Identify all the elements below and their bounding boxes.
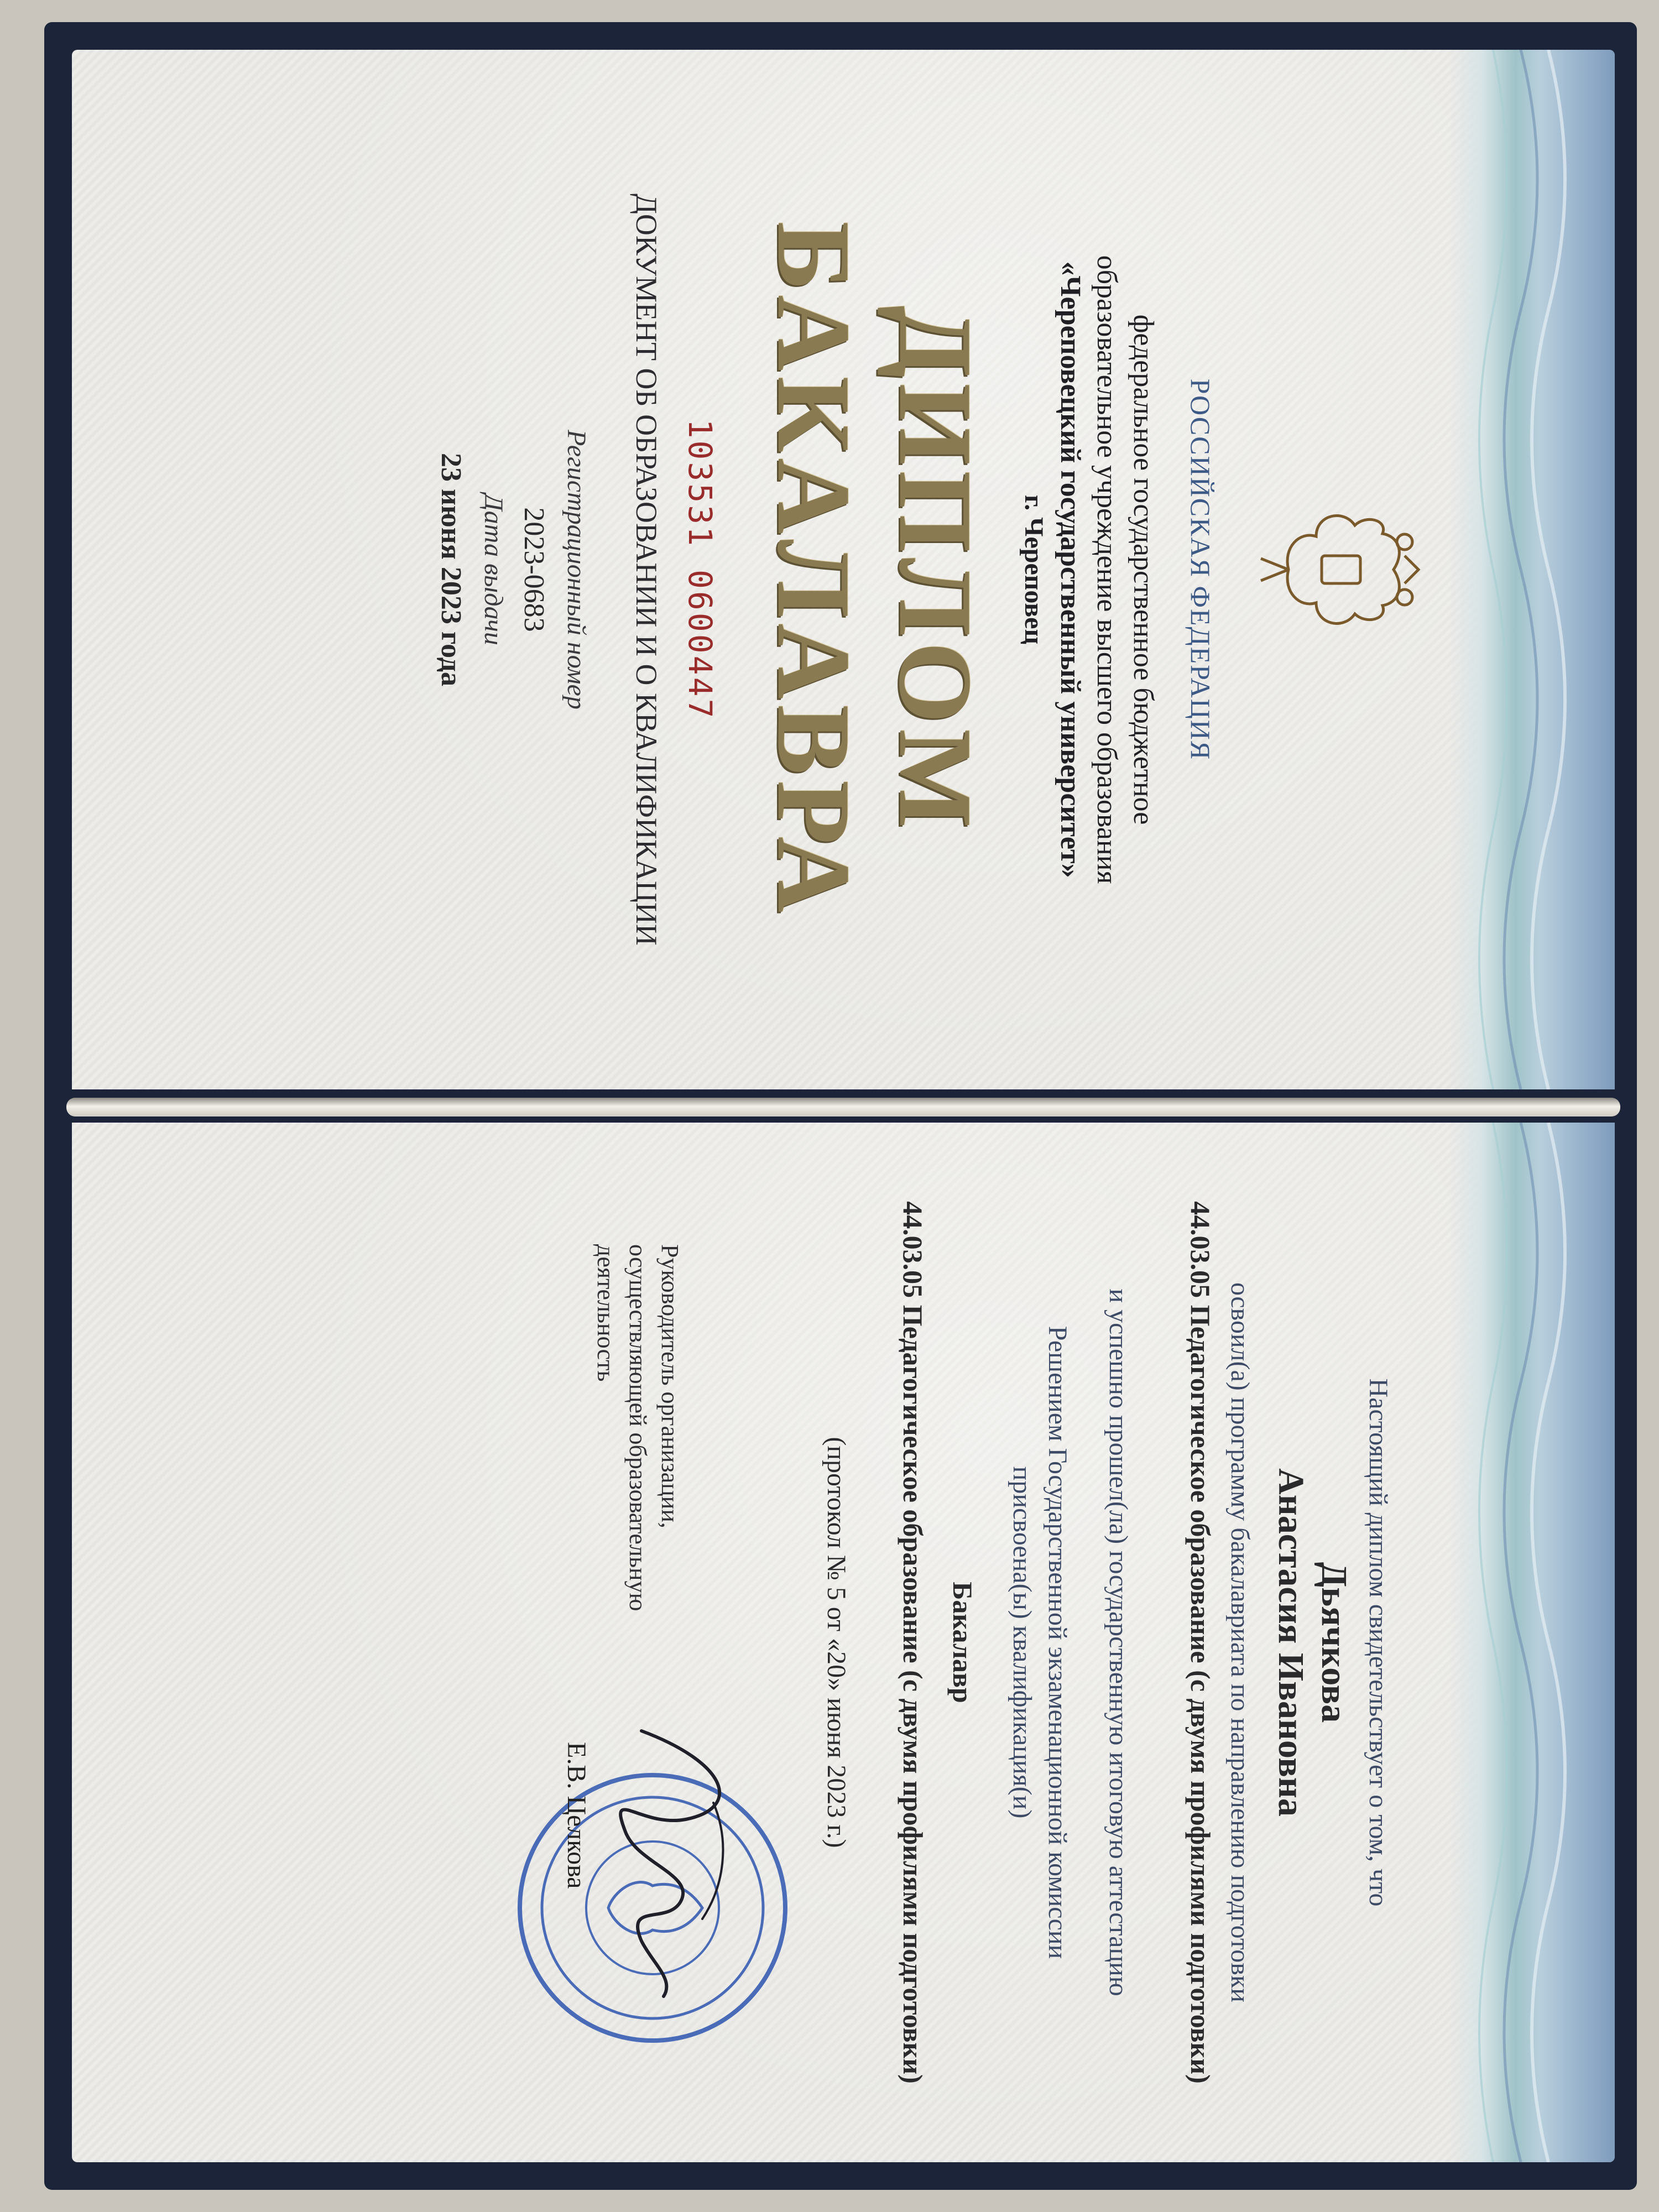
program-name: 44.03.05 Педагогическое образование (с двумя профилями подготовки) [1185, 1201, 1216, 2084]
qualification: Бакалавр [947, 1582, 978, 1703]
head-title-line-2: осуществляющей образовательную [624, 1244, 651, 1611]
signer-name: Е.В. Целкова [562, 1742, 591, 1889]
protocol-reference: (протокол № 5 от «20» июня 2023 г.) [822, 1437, 851, 1848]
document-type: ДОКУМЕНТ ОБ ОБРАЗОВАНИИ И О КВАЛИФИКАЦИИ [630, 194, 663, 946]
binding-cord [66, 1098, 1620, 1117]
commission-decision-line-1: Решением Государственной экзаменационной комиссии [1043, 1326, 1072, 1959]
signature-icon [586, 1720, 763, 2007]
institution-line-2: образовательное учреждение высшего образования [1091, 255, 1123, 884]
institution-line-1: федеральное государственное бюджетное [1128, 314, 1159, 825]
guilloche-pattern-icon [1449, 50, 1615, 1089]
serial-number: 103531 0600447 [681, 419, 719, 721]
commission-decision-line-2: присвоена(ы) квалификация(и) [1008, 1466, 1037, 1819]
country-name: РОССИЙСКАЯ ФЕДЕРАЦИЯ [1185, 378, 1216, 761]
attestation-statement: и успешно прошел(ла) государственную итоговую аттестацию [1104, 1288, 1133, 1996]
institution-name: «Череповецкий государственный университет» [1055, 261, 1086, 878]
registration-label: Регистрационный номер [562, 430, 591, 709]
guilloche-pattern-icon [1449, 1123, 1615, 2162]
graduate-surname: Дьячкова [1314, 1562, 1354, 1723]
content-page [72, 1123, 1615, 2162]
diploma-title-line-2: БАКАЛАВРА [755, 221, 872, 918]
graduate-given-names: Анастасия Ивановна [1271, 1468, 1311, 1817]
program-statement: освоил(а) программу бакалавриата по направлению подготовки [1225, 1282, 1255, 2002]
qualification-program: 44.03.05 Педагогическое образование (с двумя профилями подготовки) [898, 1201, 928, 2084]
registration-number: 2023-0683 [518, 507, 550, 632]
diploma-title-line-1: ДИПЛОМ [877, 305, 993, 834]
institution-city: г. Череповец [1019, 494, 1048, 645]
issue-date-label: Дата выдачи [479, 494, 508, 645]
certification-intro: Настоящий диплом свидетельствует о том, что [1364, 1378, 1393, 1907]
head-title-line-3: деятельность [592, 1244, 619, 1382]
title-page [72, 50, 1615, 1089]
head-title-line-1: Руководитель организации, [656, 1244, 684, 1528]
coat-of-arms-icon [1244, 503, 1427, 636]
issue-date: 23 июня 2023 года [435, 453, 467, 686]
